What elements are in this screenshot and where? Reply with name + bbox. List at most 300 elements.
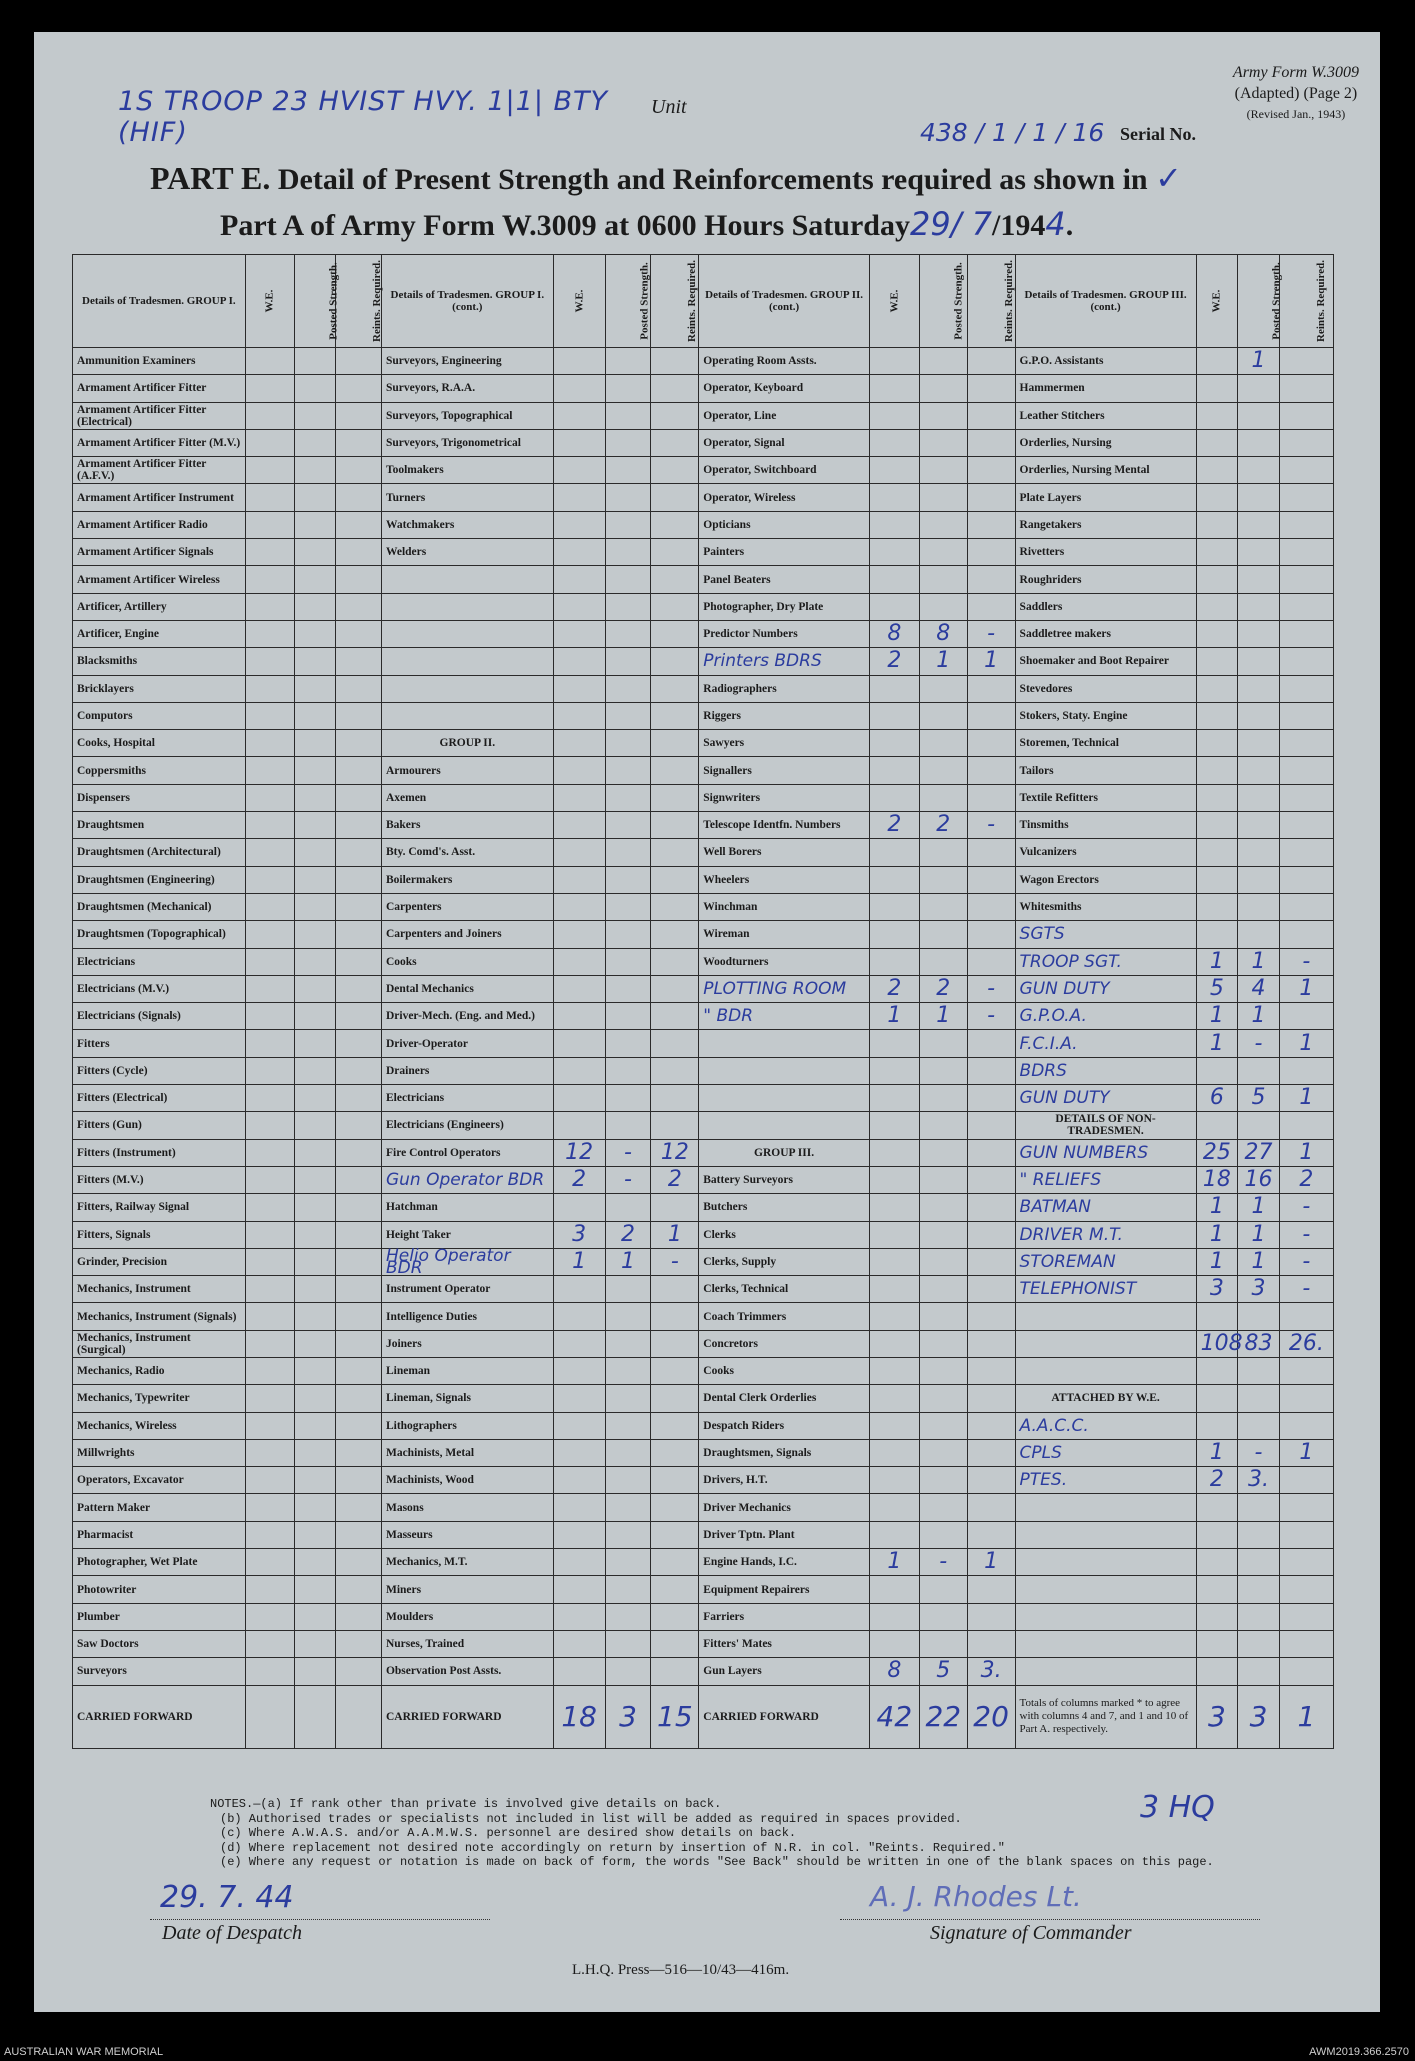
reints-value	[1279, 921, 1333, 948]
we-total: 18	[553, 1685, 605, 1748]
reints-value	[336, 1576, 382, 1603]
posted-value	[605, 1467, 651, 1494]
posted-value	[605, 675, 651, 702]
we-value	[869, 457, 919, 484]
reints-value	[967, 1494, 1015, 1521]
reints-value	[336, 1221, 382, 1248]
trade-name: Electricians	[73, 948, 246, 975]
trade-name: Draughtsmen (Engineering)	[73, 866, 246, 893]
reints-value: -	[1279, 1221, 1333, 1248]
we-value	[1196, 784, 1238, 811]
trade-name	[1015, 1658, 1196, 1685]
posted-value	[1238, 375, 1280, 402]
reints-value	[1279, 1603, 1333, 1630]
we-value	[553, 1630, 605, 1657]
posted-value	[605, 1194, 651, 1221]
trade-name: Mechanics, Typewriter	[73, 1385, 246, 1412]
reints-value	[336, 1330, 382, 1357]
reints-value: 1	[967, 648, 1015, 675]
we-value	[245, 1330, 294, 1357]
we-value	[869, 1057, 919, 1084]
trade-name: Armament Artificer Wireless	[73, 566, 246, 593]
trade-name: Radiographers	[699, 675, 870, 702]
reints-value: 2	[1279, 1166, 1333, 1193]
trade-name: Boilermakers	[381, 866, 553, 893]
posted-value	[294, 1085, 336, 1112]
posted-value	[605, 1357, 651, 1384]
posted-value	[294, 348, 336, 375]
reints-value	[1279, 893, 1333, 920]
we-value	[245, 757, 294, 784]
posted-value	[605, 921, 651, 948]
we-value	[869, 1385, 919, 1412]
posted-value: 1	[605, 1248, 651, 1275]
reints-value	[336, 375, 382, 402]
table-row	[73, 348, 1334, 375]
posted-total: 3	[605, 1685, 651, 1748]
reints-value	[1279, 1385, 1333, 1412]
we-value	[245, 375, 294, 402]
posted-value	[1238, 675, 1280, 702]
we-value	[869, 1439, 919, 1466]
we-value	[869, 1630, 919, 1657]
reints-value	[336, 620, 382, 647]
trade-name: Miners	[381, 1576, 553, 1603]
we-value	[869, 1494, 919, 1521]
reints-value	[1279, 620, 1333, 647]
trade-name: Fitters, Signals	[73, 1221, 246, 1248]
trade-name: Operator, Keyboard	[699, 375, 870, 402]
reints-total: 15	[651, 1685, 699, 1748]
we-value	[869, 1467, 919, 1494]
table-row	[73, 784, 1334, 811]
posted-value	[605, 566, 651, 593]
trade-name	[699, 1112, 870, 1139]
trade-name: Operator, Wireless	[699, 484, 870, 511]
we-value	[553, 1276, 605, 1303]
table-row	[73, 484, 1334, 511]
reints-value	[1279, 648, 1333, 675]
we-value: 108	[1196, 1330, 1238, 1357]
posted-value	[294, 975, 336, 1002]
reints-value	[336, 1412, 382, 1439]
trade-name: Farriers	[699, 1603, 870, 1630]
posted-value	[294, 812, 336, 839]
table-row	[73, 1112, 1334, 1139]
table-row	[73, 839, 1334, 866]
posted-total	[294, 1685, 336, 1748]
trade-name	[1015, 1521, 1196, 1548]
reints-value	[336, 539, 382, 566]
posted-value	[1238, 648, 1280, 675]
table-row	[73, 948, 1334, 975]
footer-accession: AWM2019.366.2570	[1309, 2046, 1409, 2058]
posted-value	[605, 757, 651, 784]
posted-value	[294, 866, 336, 893]
we-value	[245, 429, 294, 456]
posted-value: 5	[919, 1658, 967, 1685]
we-value	[245, 812, 294, 839]
reints-value	[336, 784, 382, 811]
reints-value	[1279, 1057, 1333, 1084]
trade-name: Height Taker	[381, 1221, 553, 1248]
reints-value	[651, 1003, 699, 1030]
table-row	[73, 375, 1334, 402]
trade-name: Electricians (M.V.)	[73, 975, 246, 1002]
we-value	[869, 593, 919, 620]
posted-value	[294, 1248, 336, 1275]
reints-value	[1279, 566, 1333, 593]
posted-value	[605, 648, 651, 675]
trade-name: Butchers	[699, 1194, 870, 1221]
posted-value	[919, 921, 967, 948]
reints-value	[1279, 1303, 1333, 1330]
we-value: 1	[1196, 1194, 1238, 1221]
posted-value	[294, 539, 336, 566]
reints-value	[336, 1166, 382, 1193]
posted-value	[919, 1248, 967, 1275]
despatch-label: Date of Despatch	[162, 1922, 302, 1944]
reints-value	[967, 948, 1015, 975]
trade-name: Riggers	[699, 702, 870, 729]
reints-value	[967, 1439, 1015, 1466]
archive-footer	[0, 2044, 1415, 2061]
trade-name: Operating Room Assts.	[699, 348, 870, 375]
trade-name: Well Borers	[699, 839, 870, 866]
reints-value	[1279, 348, 1333, 375]
trade-name	[1015, 1630, 1196, 1657]
trade-name: Operator, Signal	[699, 429, 870, 456]
posted-value: 1	[1238, 1194, 1280, 1221]
reints-value	[1279, 1521, 1333, 1548]
we-value: 18	[1196, 1166, 1238, 1193]
posted-value	[1238, 457, 1280, 484]
posted-value	[294, 593, 336, 620]
trade-name: Roughriders	[1015, 566, 1196, 593]
table-row	[73, 757, 1334, 784]
posted-value: -	[1238, 1439, 1280, 1466]
posted-value: 1	[919, 1003, 967, 1030]
posted-value	[294, 566, 336, 593]
we-value	[1196, 539, 1238, 566]
reints-value	[651, 1549, 699, 1576]
reints-value: 26.	[1279, 1330, 1333, 1357]
note-line: (e) Where any request or notation is made on back of form, the words "See Back" should be written in one of the blank spaces on this page.	[220, 1855, 1214, 1869]
reints-value	[336, 921, 382, 948]
reints-value	[336, 675, 382, 702]
col-group1-cont: Details of Tradesmen. GROUP I. (cont.)	[381, 255, 553, 348]
we-value: 1	[553, 1248, 605, 1275]
we-value	[553, 1085, 605, 1112]
we-value	[245, 1112, 294, 1139]
col-group2-cont: Details of Tradesmen. GROUP II. (cont.)	[699, 255, 870, 348]
title-date: 29/ 7	[910, 205, 993, 243]
reints-value	[1279, 1494, 1333, 1521]
col-posted: Posted Strength.	[294, 255, 336, 348]
trade-name: Stevedores	[1015, 675, 1196, 702]
table-row	[73, 566, 1334, 593]
trade-name	[1015, 1494, 1196, 1521]
carried-forward-label: CARRIED FORWARD	[699, 1685, 870, 1748]
title-year-digit: 4	[1045, 205, 1066, 243]
posted-value	[1238, 1412, 1280, 1439]
reints-value	[967, 784, 1015, 811]
trade-name	[381, 566, 553, 593]
trade-name: Draughtsmen	[73, 812, 246, 839]
posted-value: -	[1238, 1030, 1280, 1057]
we-value	[553, 402, 605, 429]
trade-name: G.P.O.A.	[1015, 1003, 1196, 1030]
reints-value	[336, 593, 382, 620]
table-row	[73, 1303, 1334, 1330]
table-row	[73, 1030, 1334, 1057]
posted-value	[605, 948, 651, 975]
trade-name: Surveyors	[73, 1658, 246, 1685]
reints-value	[651, 702, 699, 729]
we-value	[245, 702, 294, 729]
posted-value	[919, 1112, 967, 1139]
reints-value: 1	[651, 1221, 699, 1248]
we-value	[245, 620, 294, 647]
table-row	[73, 975, 1334, 1002]
trade-name: Despatch Riders	[699, 1412, 870, 1439]
posted-value	[919, 757, 967, 784]
table-row	[73, 1467, 1334, 1494]
we-value	[869, 566, 919, 593]
reints-value	[336, 1248, 382, 1275]
reints-value	[336, 1630, 382, 1657]
trade-name: Rivetters	[1015, 539, 1196, 566]
we-value	[869, 675, 919, 702]
reints-value	[967, 539, 1015, 566]
we-value	[553, 1057, 605, 1084]
we-value	[245, 1057, 294, 1084]
we-value	[553, 1385, 605, 1412]
reints-value	[967, 511, 1015, 538]
trade-name: Armament Artificer Fitter (A.F.V.)	[73, 457, 246, 484]
reints-value	[336, 484, 382, 511]
reints-total	[336, 1685, 382, 1748]
we-value	[553, 1412, 605, 1439]
we-value	[1196, 375, 1238, 402]
reints-value	[1279, 757, 1333, 784]
trade-name: PLOTTING ROOM	[699, 975, 870, 1002]
reints-value	[967, 1303, 1015, 1330]
posted-value	[294, 484, 336, 511]
we-value	[1196, 757, 1238, 784]
posted-value	[919, 375, 967, 402]
reints-value	[651, 1385, 699, 1412]
posted-value	[1238, 511, 1280, 538]
posted-value: 2	[919, 812, 967, 839]
posted-value	[919, 511, 967, 538]
posted-value	[919, 1412, 967, 1439]
trade-name: Instrument Operator	[381, 1276, 553, 1303]
we-value	[869, 893, 919, 920]
reints-value	[651, 921, 699, 948]
posted-value	[1238, 620, 1280, 647]
posted-value	[294, 1385, 336, 1412]
trade-name: Photowriter	[73, 1576, 246, 1603]
we-value	[245, 1494, 294, 1521]
table-row	[73, 620, 1334, 647]
we-value	[553, 593, 605, 620]
trade-name: PTES.	[1015, 1467, 1196, 1494]
reints-value	[336, 1439, 382, 1466]
col-we: W.E.	[553, 255, 605, 348]
we-value	[869, 1221, 919, 1248]
reints-value	[651, 730, 699, 757]
reints-value	[651, 348, 699, 375]
col-reints: Reints. Required.	[336, 255, 382, 348]
we-value	[869, 921, 919, 948]
posted-value: 83	[1238, 1330, 1280, 1357]
trade-name: Millwrights	[73, 1439, 246, 1466]
table-row	[73, 1549, 1334, 1576]
posted-value	[919, 1630, 967, 1657]
posted-value	[605, 539, 651, 566]
posted-value	[919, 1385, 967, 1412]
trade-name: Electricians (Signals)	[73, 1003, 246, 1030]
posted-value	[1238, 593, 1280, 620]
reints-value	[1279, 839, 1333, 866]
note-line: (c) Where A.W.A.S. and/or A.A.M.W.S. personnel are desired show details on back.	[220, 1826, 797, 1840]
reints-value	[336, 948, 382, 975]
posted-value	[919, 429, 967, 456]
trade-name: Draughtsmen (Mechanical)	[73, 893, 246, 920]
posted-value: -	[605, 1139, 651, 1166]
table-row	[73, 457, 1334, 484]
posted-value	[1238, 1521, 1280, 1548]
we-value	[245, 1166, 294, 1193]
reints-value	[967, 1385, 1015, 1412]
reints-value	[336, 511, 382, 538]
trade-name	[381, 593, 553, 620]
we-value	[553, 784, 605, 811]
we-value	[553, 1439, 605, 1466]
we-value	[245, 866, 294, 893]
table-row	[73, 1166, 1334, 1193]
trade-name: Masons	[381, 1494, 553, 1521]
posted-value: 2	[605, 1221, 651, 1248]
reints-value	[1279, 1549, 1333, 1576]
form-adapted: (Adapted) (Page 2)	[1234, 85, 1358, 102]
we-value: 2	[869, 975, 919, 1002]
reints-value	[1279, 484, 1333, 511]
posted-value	[605, 975, 651, 1002]
reints-value: 1	[1279, 1030, 1333, 1057]
posted-value	[294, 702, 336, 729]
posted-value: 16	[1238, 1166, 1280, 1193]
unit-label: Unit	[651, 96, 687, 118]
trade-name: Surveyors, Topographical	[381, 402, 553, 429]
posted-value	[605, 730, 651, 757]
trade-name: Fitters (Cycle)	[73, 1057, 246, 1084]
trade-name: Toolmakers	[381, 457, 553, 484]
trade-name: Lineman, Signals	[381, 1385, 553, 1412]
posted-value	[1238, 1303, 1280, 1330]
form-reference	[1233, 62, 1359, 125]
trade-name: Armament Artificer Fitter	[73, 375, 246, 402]
we-value	[1196, 648, 1238, 675]
we-value	[553, 1030, 605, 1057]
reints-value	[336, 402, 382, 429]
we-value	[245, 1303, 294, 1330]
posted-value	[294, 1412, 336, 1439]
we-value	[553, 1576, 605, 1603]
table-row	[73, 893, 1334, 920]
reints-value	[651, 1194, 699, 1221]
trade-name: Carpenters and Joiners	[381, 921, 553, 948]
posted-value	[1238, 702, 1280, 729]
note-line: NOTES.—(a) If rank other than private is involved give details on back.	[210, 1797, 722, 1811]
we-value	[553, 948, 605, 975]
trade-name: BDRS	[1015, 1057, 1196, 1084]
reints-value	[336, 1603, 382, 1630]
we-value: 1	[1196, 948, 1238, 975]
posted-value	[294, 1303, 336, 1330]
trade-name: Intelligence Duties	[381, 1303, 553, 1330]
we-value	[553, 1603, 605, 1630]
reints-value	[336, 457, 382, 484]
trade-name: Clerks, Supply	[699, 1248, 870, 1275]
reints-value	[336, 1385, 382, 1412]
we-value	[1196, 620, 1238, 647]
trade-name: Concretors	[699, 1330, 870, 1357]
reints-value	[967, 484, 1015, 511]
reints-value	[651, 839, 699, 866]
we-value	[245, 1467, 294, 1494]
posted-value	[919, 1221, 967, 1248]
reints-value	[967, 375, 1015, 402]
trade-name: Driver Mechanics	[699, 1494, 870, 1521]
posted-value: 4	[1238, 975, 1280, 1002]
we-value	[245, 730, 294, 757]
we-value	[1196, 730, 1238, 757]
reints-value	[967, 593, 1015, 620]
trade-name: Panel Beaters	[699, 566, 870, 593]
we-value	[245, 948, 294, 975]
reints-value	[1279, 675, 1333, 702]
we-value	[869, 484, 919, 511]
reints-value	[1279, 1576, 1333, 1603]
trade-name: Turners	[381, 484, 553, 511]
reints-value	[967, 1221, 1015, 1248]
we-value	[553, 1549, 605, 1576]
posted-value: -	[605, 1166, 651, 1193]
posted-value	[919, 784, 967, 811]
trade-name: Clerks	[699, 1221, 870, 1248]
trade-name: " RELIEFS	[1015, 1166, 1196, 1193]
reints-value	[336, 757, 382, 784]
trade-name: Whitesmiths	[1015, 893, 1196, 920]
strength-table	[72, 254, 1334, 1749]
reints-value	[336, 1494, 382, 1521]
carried-forward-row	[73, 1685, 1334, 1748]
reints-value	[967, 839, 1015, 866]
posted-value	[294, 402, 336, 429]
reints-value	[1279, 730, 1333, 757]
trade-name: Hammermen	[1015, 375, 1196, 402]
posted-value	[919, 839, 967, 866]
trade-name: Wagon Erectors	[1015, 866, 1196, 893]
we-value	[869, 539, 919, 566]
we-value	[869, 429, 919, 456]
signature-line	[840, 1919, 1260, 1920]
we-value	[869, 1030, 919, 1057]
we-value	[245, 1576, 294, 1603]
trade-name: Vulcanizers	[1015, 839, 1196, 866]
